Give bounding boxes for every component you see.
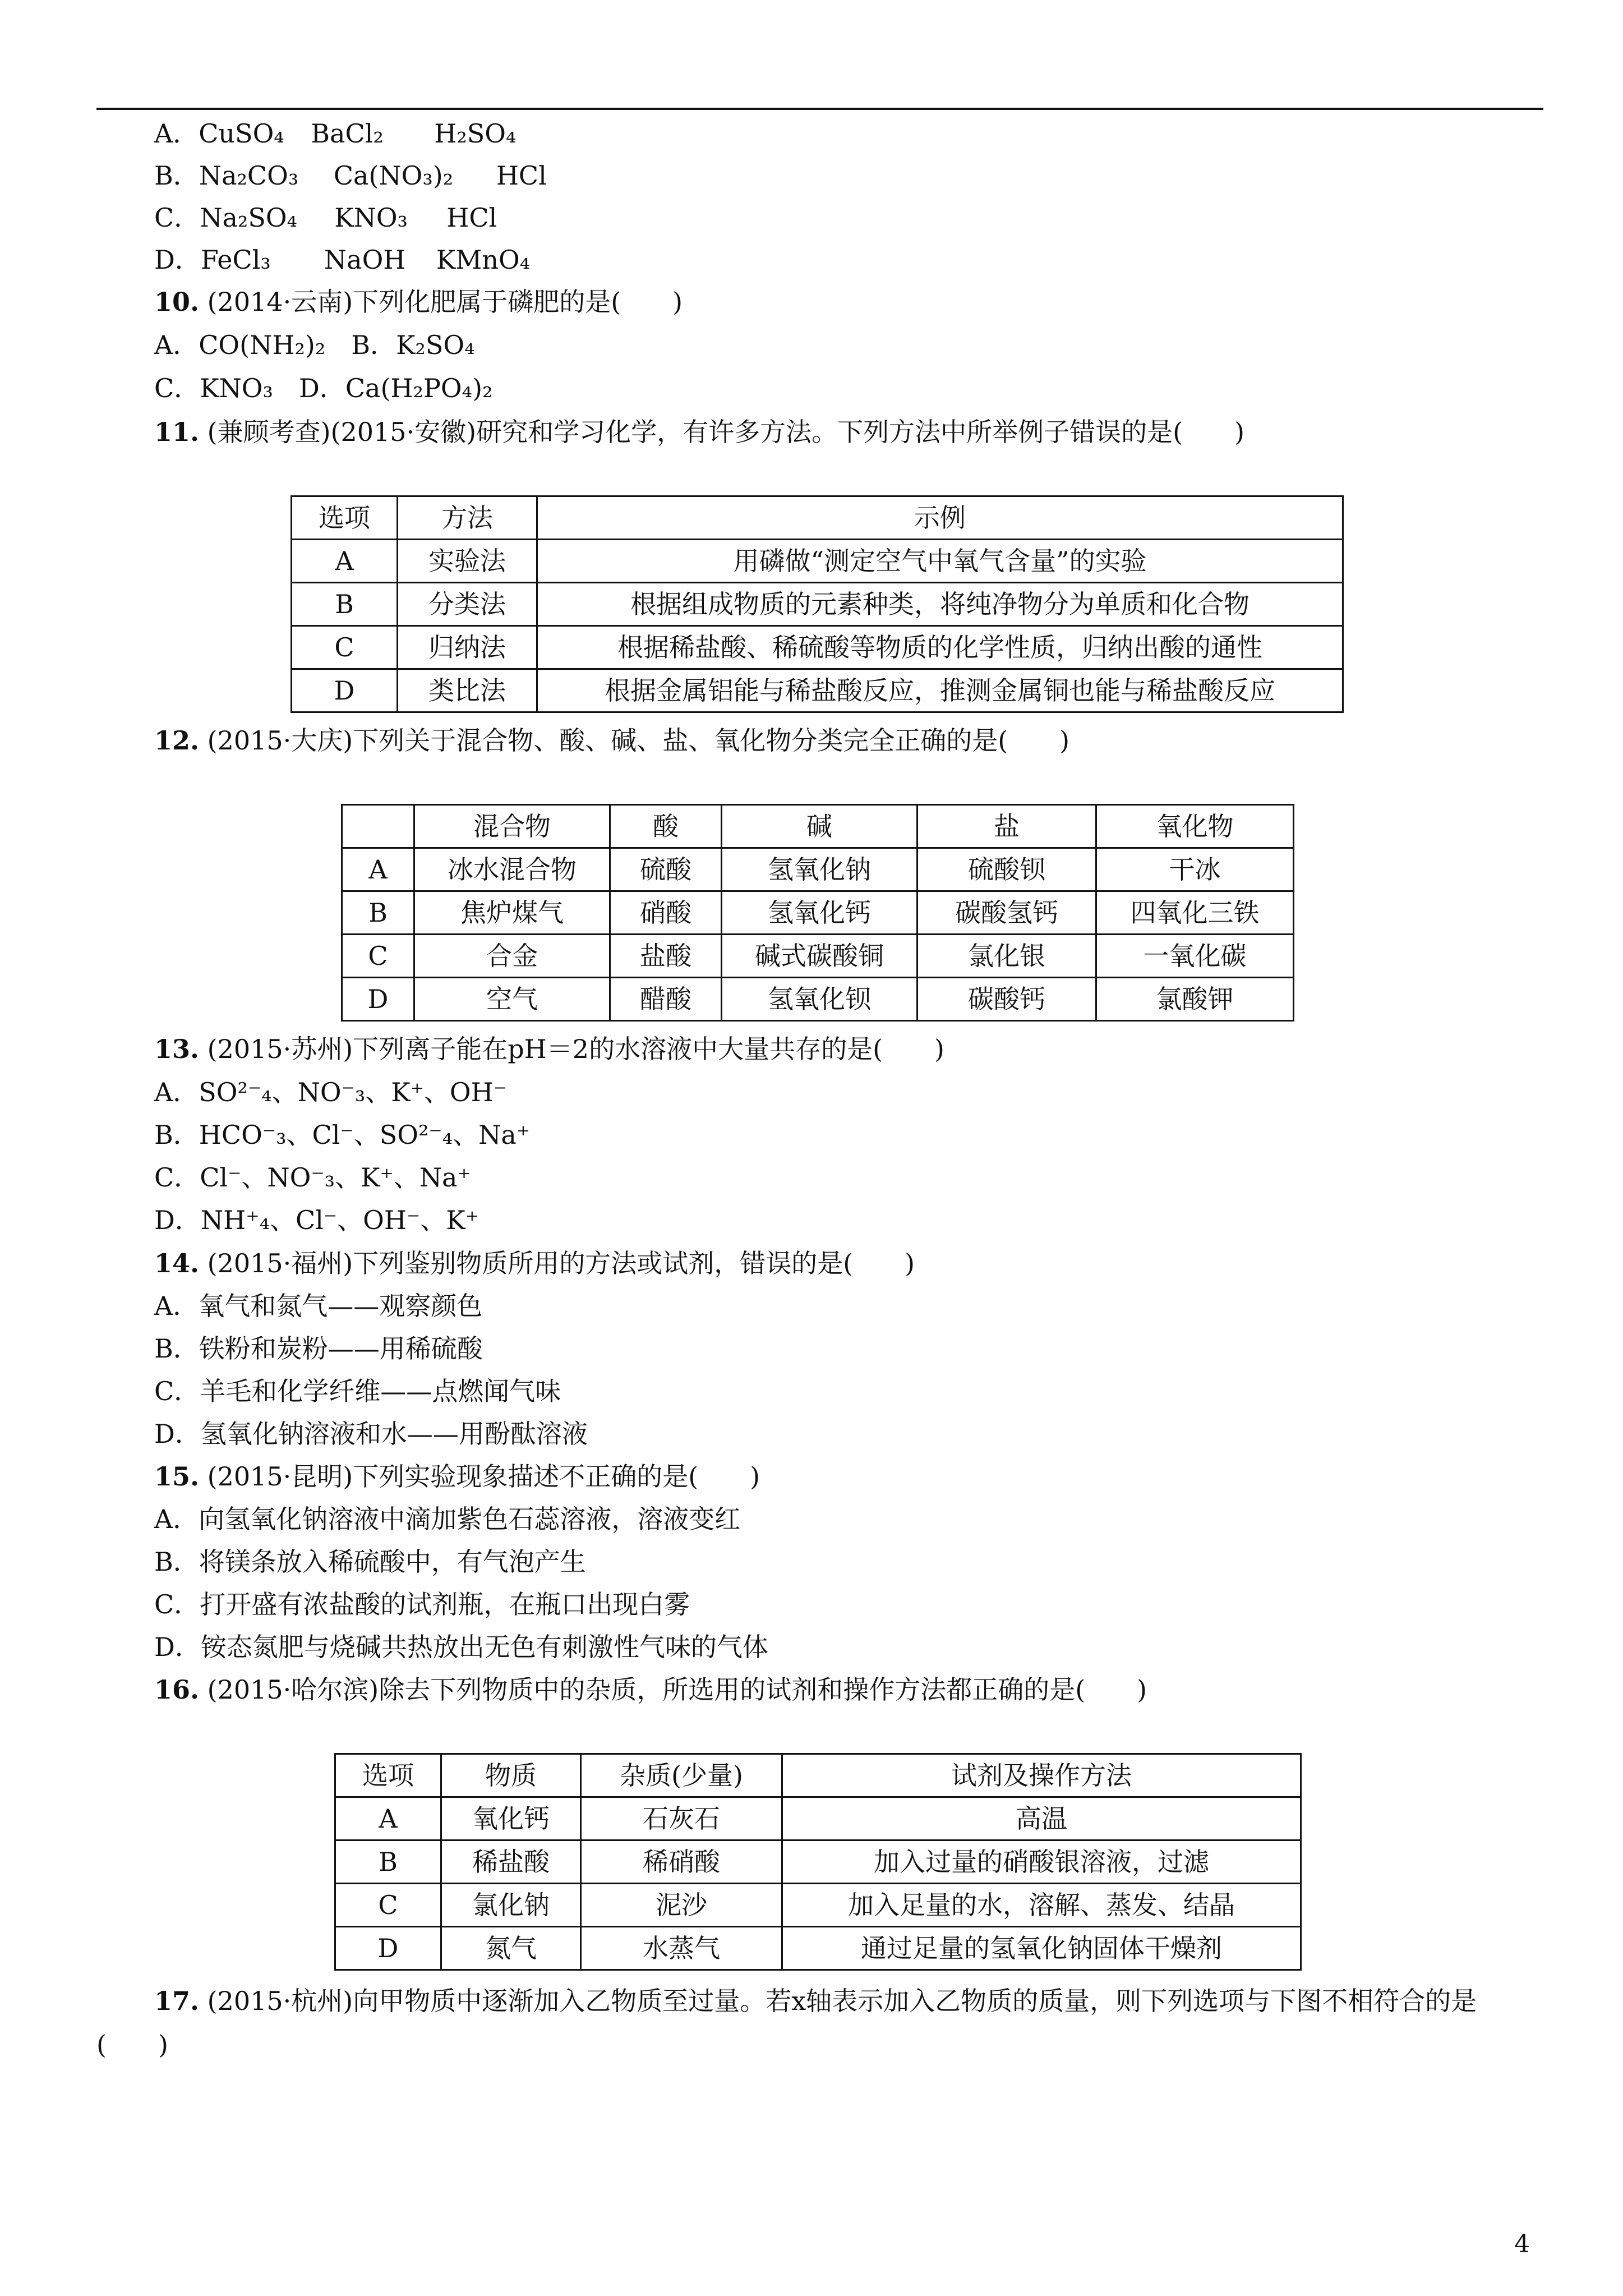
q9-option-b: B．Na₂CO₃ Ca(NO₃)₂ HCl [154,160,547,191]
table-row: A 实验法 用磷做“测定空气中氧气含量”的实验 [292,540,1343,583]
q15-option-d: D．铵态氮肥与烧碱共热放出无色有刺激性气味的气体 [154,1632,768,1662]
q10-option-row-1: A．CO(NH₂)₂ B．K₂SO₄ [154,330,475,360]
table-row: D 类比法 根据金属铝能与稀盐酸反应，推测金属铜也能与稀盐酸反应 [292,669,1343,712]
table-row: C 合金 盐酸 碱式碳酸铜 氯化银 一氧化碳 [342,935,1294,978]
q9-option-c: C．Na₂SO₄ KNO₃ HCl [154,203,497,233]
table-row: D 氮气 水蒸气 通过足量的氢氧化钠固体干燥剂 [335,1927,1301,1970]
table-row: B 稀盐酸 稀硝酸 加入过量的硝酸银溶液，过滤 [335,1841,1301,1884]
q10-option-row-2: C．KNO₃ D．Ca(H₂PO₄)₂ [154,373,493,403]
table-header-row: 选项 方法 示例 [292,496,1343,540]
q13-option-b: B．HCO⁻₃、Cl⁻、SO²⁻₄、Na⁺ [154,1120,531,1150]
q9-option-d: D．FeCl₃ NaOH KMnO₄ [154,245,531,275]
q12-table [341,804,1294,1022]
q16-stem: 16. (2015·哈尔滨)除去下列物质中的杂质，所选用的试剂和操作方法都正确的是( ) [154,1674,1147,1705]
q13-option-c: C．Cl⁻、NO⁻₃、K⁺、Na⁺ [154,1162,471,1193]
q16-table [334,1753,1302,1971]
q11-table [291,495,1344,713]
table-row: A 氧化钙 石灰石 高温 [335,1797,1301,1841]
q15-option-c: C．打开盛有浓盐酸的试剂瓶，在瓶口出现白雾 [154,1589,690,1619]
q14-option-a: A．氧气和氮气——观察颜色 [154,1291,483,1321]
table-header-row: 选项 物质 杂质(少量) 试剂及操作方法 [335,1754,1301,1797]
page-number: 4 [1514,2230,1530,2258]
header-rule [96,108,1543,110]
q14-option-d: D．氢氧化钠溶液和水——用酚酞溶液 [154,1419,588,1449]
table-header-row: 混合物 酸 碱 盐 氧化物 [342,805,1294,848]
q15-option-a: A．向氢氧化钠溶液中滴加紫色石蕊溶液，溶液变红 [154,1504,741,1534]
table-row: A 冰水混合物 硫酸 氢氧化钠 硫酸钡 干冰 [342,848,1294,891]
q14-option-c: C．羊毛和化学纤维——点燃闻气味 [154,1376,561,1406]
q15-stem: 15. (2015·昆明)下列实验现象描述不正确的是( ) [154,1461,760,1492]
q9-option-a: A．CuSO₄ BaCl₂ H₂SO₄ [154,118,517,149]
q13-stem: 13. (2015·苏州)下列离子能在pH＝2的水溶液中大量共存的是( ) [154,1034,944,1064]
q13-option-a: A．SO²⁻₄、NO⁻₃、K⁺、OH⁻ [154,1077,508,1107]
q14-option-b: B．铁粉和炭粉——用稀硫酸 [154,1333,483,1364]
table-row: C 归纳法 根据稀盐酸、稀硫酸等物质的化学性质，归纳出酸的通性 [292,626,1343,669]
q12-stem: 12. (2015·大庆)下列关于混合物、酸、碱、盐、氧化物分类完全正确的是( ) [154,725,1070,756]
table-row: C 氯化钠 泥沙 加入足量的水，溶解、蒸发、结晶 [335,1884,1301,1927]
table-row: B 分类法 根据组成物质的元素种类，将纯净物分为单质和化合物 [292,583,1343,626]
q14-stem: 14. (2015·福州)下列鉴别物质所用的方法或试剂，错误的是( ) [154,1248,915,1278]
q17-stem: 17. (2015·杭州)向甲物质中逐渐加入乙物质至过量。若x轴表示加入乙物质的质量，则下列选项与下图不相符合的是( ) [96,1986,1477,2060]
table-row: B 焦炉煤气 硝酸 氢氧化钙 碳酸氢钙 四氧化三铁 [342,891,1294,935]
table-row: D 空气 醋酸 氢氧化钡 碳酸钙 氯酸钾 [342,978,1294,1021]
q10-stem: 10. (2014·云南)下列化肥属于磷肥的是( ) [154,287,683,317]
q11-stem: 11. (兼顾考查)(2015·安徽)研究和学习化学，有许多方法。下列方法中所举例子错误的是( ) [154,417,1245,447]
q13-option-d: D．NH⁺₄、Cl⁻、OH⁻、K⁺ [154,1205,479,1235]
q15-option-b: B．将镁条放入稀硫酸中，有气泡产生 [154,1547,586,1577]
